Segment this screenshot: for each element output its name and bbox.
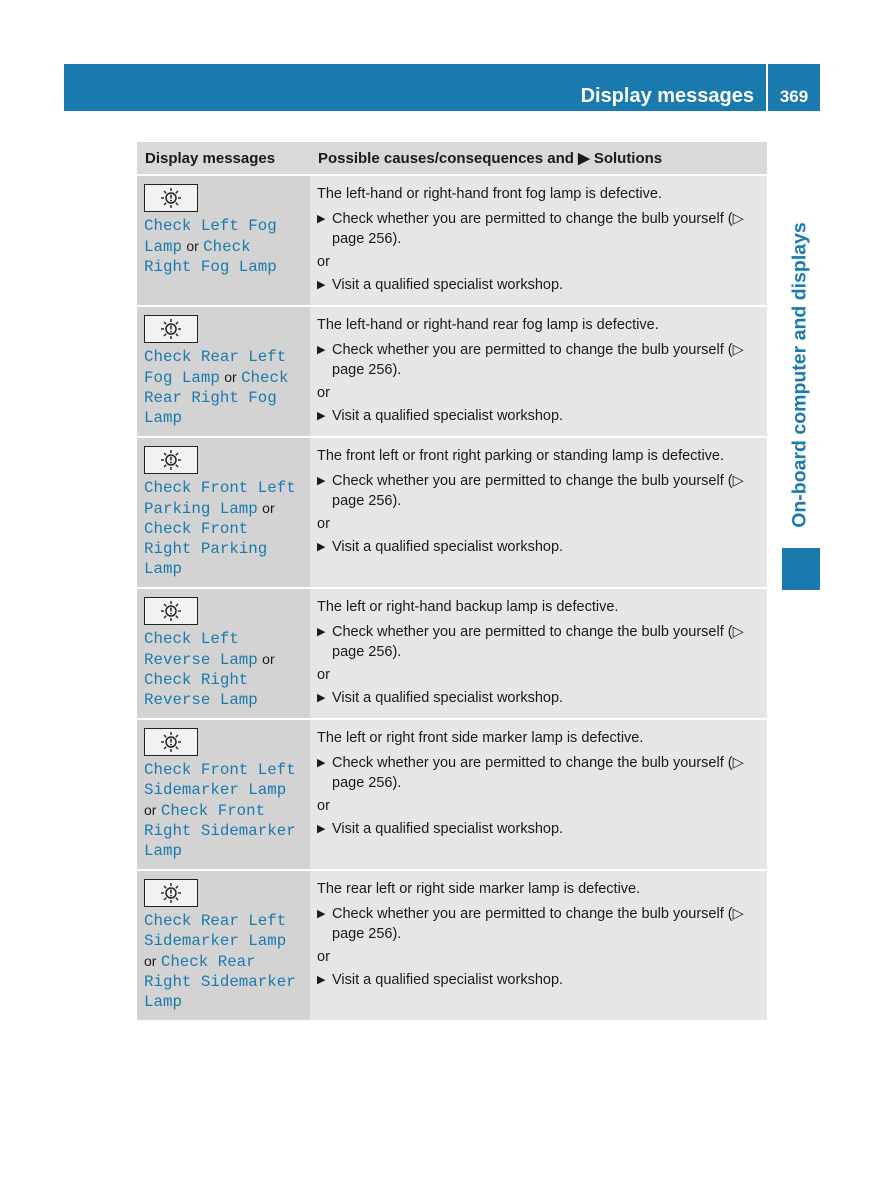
or-text: or	[317, 667, 330, 683]
chapter-tab-marker	[782, 548, 820, 590]
display-message-text	[144, 760, 303, 861]
or-word: or	[186, 238, 199, 254]
or-word: or	[262, 651, 275, 667]
message-cell	[137, 719, 310, 870]
or-text: or	[317, 949, 330, 965]
display-message-a: Check Left Reverse Lamp	[144, 630, 258, 669]
bulb-failure-icon	[144, 184, 198, 212]
bullet-arrow-icon: ▶	[317, 541, 326, 553]
message-cell	[137, 588, 310, 719]
bullet-arrow-icon: ▶	[317, 475, 326, 487]
bulb-failure-icon	[144, 879, 198, 907]
solution-cell	[310, 437, 767, 588]
action-text: Check whether you are permitted to change the bulb yourself (▷ page 256).	[332, 342, 744, 378]
solution-cell	[310, 719, 767, 870]
table-row	[137, 719, 767, 870]
action-item	[317, 904, 761, 944]
action-item	[317, 622, 761, 662]
solution-cell	[310, 870, 767, 1021]
action-item	[317, 753, 761, 793]
or-text: or	[317, 798, 330, 814]
or-word: or	[262, 500, 275, 516]
table-row	[137, 175, 767, 306]
chapter-title: On-board computer and displays	[788, 222, 811, 528]
display-message-b: Check Rear Right Sidemarker Lamp	[144, 953, 296, 1011]
solution-cell	[310, 588, 767, 719]
action-item	[317, 471, 761, 511]
display-message-a: Check Front Left Sidemarker Lamp	[144, 761, 296, 799]
bulb-failure-icon	[144, 446, 198, 474]
message-cell	[137, 175, 310, 306]
table-row	[137, 870, 767, 1021]
display-message-text	[144, 216, 303, 277]
message-cell	[137, 306, 310, 437]
bulb-failure-icon	[144, 597, 198, 625]
or-word: or	[144, 953, 157, 969]
cause-text: The left-hand or right-hand front fog lamp is defective.	[317, 186, 662, 202]
display-message-text	[144, 911, 303, 1012]
action-text: Visit a qualified specialist workshop.	[332, 821, 564, 837]
bullet-arrow-icon: ▶	[317, 626, 326, 638]
table-header-row	[137, 142, 767, 175]
action-text: Visit a qualified specialist workshop.	[332, 277, 564, 293]
display-message-text	[144, 629, 303, 710]
action-item	[317, 275, 761, 295]
or-text: or	[317, 516, 330, 532]
action-item	[317, 209, 761, 249]
display-message-text	[144, 478, 303, 579]
page-title: Display messages	[580, 85, 754, 107]
action-text: Check whether you are permitted to change the bulb yourself (▷ page 256).	[332, 755, 744, 791]
action-text: Visit a qualified specialist workshop.	[332, 972, 564, 988]
solution-cell	[310, 306, 767, 437]
bullet-arrow-icon: ▶	[317, 757, 326, 769]
or-text: or	[317, 254, 330, 270]
action-item	[317, 340, 761, 380]
action-text: Check whether you are permitted to change the bulb yourself (▷ page 256).	[332, 624, 744, 660]
message-cell	[137, 437, 310, 588]
solution-cell	[310, 175, 767, 306]
or-word: or	[224, 369, 237, 385]
display-message-b: Check Front Right Sidemarker Lamp	[144, 802, 296, 860]
display-message-a: Check Front Left Parking Lamp	[144, 479, 296, 518]
page-number: 369	[779, 87, 809, 106]
action-text: Check whether you are permitted to change the bulb yourself (▷ page 256).	[332, 473, 744, 509]
bullet-arrow-icon: ▶	[317, 692, 326, 704]
cause-text: The left or right-hand backup lamp is defective.	[317, 599, 619, 615]
display-message-b: Check Front Right Parking Lamp	[144, 520, 268, 578]
action-text: Check whether you are permitted to change the bulb yourself (▷ page 256).	[332, 906, 744, 942]
cause-text: The left-hand or right-hand rear fog lamp is defective.	[317, 317, 659, 333]
chapter-side-label	[780, 206, 820, 544]
bullet-arrow-icon: ▶	[317, 974, 326, 986]
column-header-solutions: Possible causes/consequences and ▶ Solutions	[310, 142, 767, 175]
bullet-arrow-icon: ▶	[317, 823, 326, 835]
bullet-arrow-icon: ▶	[317, 344, 326, 356]
bullet-arrow-icon: ▶	[317, 279, 326, 291]
bullet-arrow-icon: ▶	[317, 213, 326, 225]
bullet-arrow-icon: ▶	[317, 908, 326, 920]
action-item	[317, 406, 761, 426]
display-message-text	[144, 347, 303, 428]
display-message-a: Check Rear Left Sidemarker Lamp	[144, 912, 287, 950]
display-message-b: Check Right Reverse Lamp	[144, 671, 258, 709]
action-item	[317, 537, 761, 557]
or-word: or	[144, 802, 157, 818]
cause-text: The rear left or right side marker lamp is defective.	[317, 881, 641, 897]
action-text: Visit a qualified specialist workshop.	[332, 408, 564, 424]
action-text: Visit a qualified specialist workshop.	[332, 690, 564, 706]
display-message-b: Check Rear Right Fog Lamp	[144, 369, 289, 427]
page-number-box	[768, 64, 820, 111]
bulb-failure-icon	[144, 728, 198, 756]
action-item	[317, 688, 761, 708]
display-message-a: Check Left Fog Lamp	[144, 217, 277, 256]
message-cell	[137, 870, 310, 1021]
action-text: Check whether you are permitted to change the bulb yourself (▷ page 256).	[332, 211, 744, 247]
display-message-b: Check Right Fog Lamp	[144, 238, 277, 276]
action-item	[317, 819, 761, 839]
table-row	[137, 437, 767, 588]
table-row	[137, 588, 767, 719]
display-messages-table	[137, 142, 767, 1022]
cause-text: The left or right front side marker lamp is defective.	[317, 730, 644, 746]
cause-text: The front left or front right parking or standing lamp is defective.	[317, 448, 725, 464]
action-item	[317, 970, 761, 990]
display-message-a: Check Rear Left Fog Lamp	[144, 348, 287, 387]
bulb-failure-icon	[144, 315, 198, 343]
or-text: or	[317, 385, 330, 401]
header-bar	[64, 64, 766, 111]
bullet-arrow-icon: ▶	[317, 410, 326, 422]
table-row	[137, 306, 767, 437]
action-text: Visit a qualified specialist workshop.	[332, 539, 564, 555]
column-header-messages: Display messages	[137, 142, 310, 175]
